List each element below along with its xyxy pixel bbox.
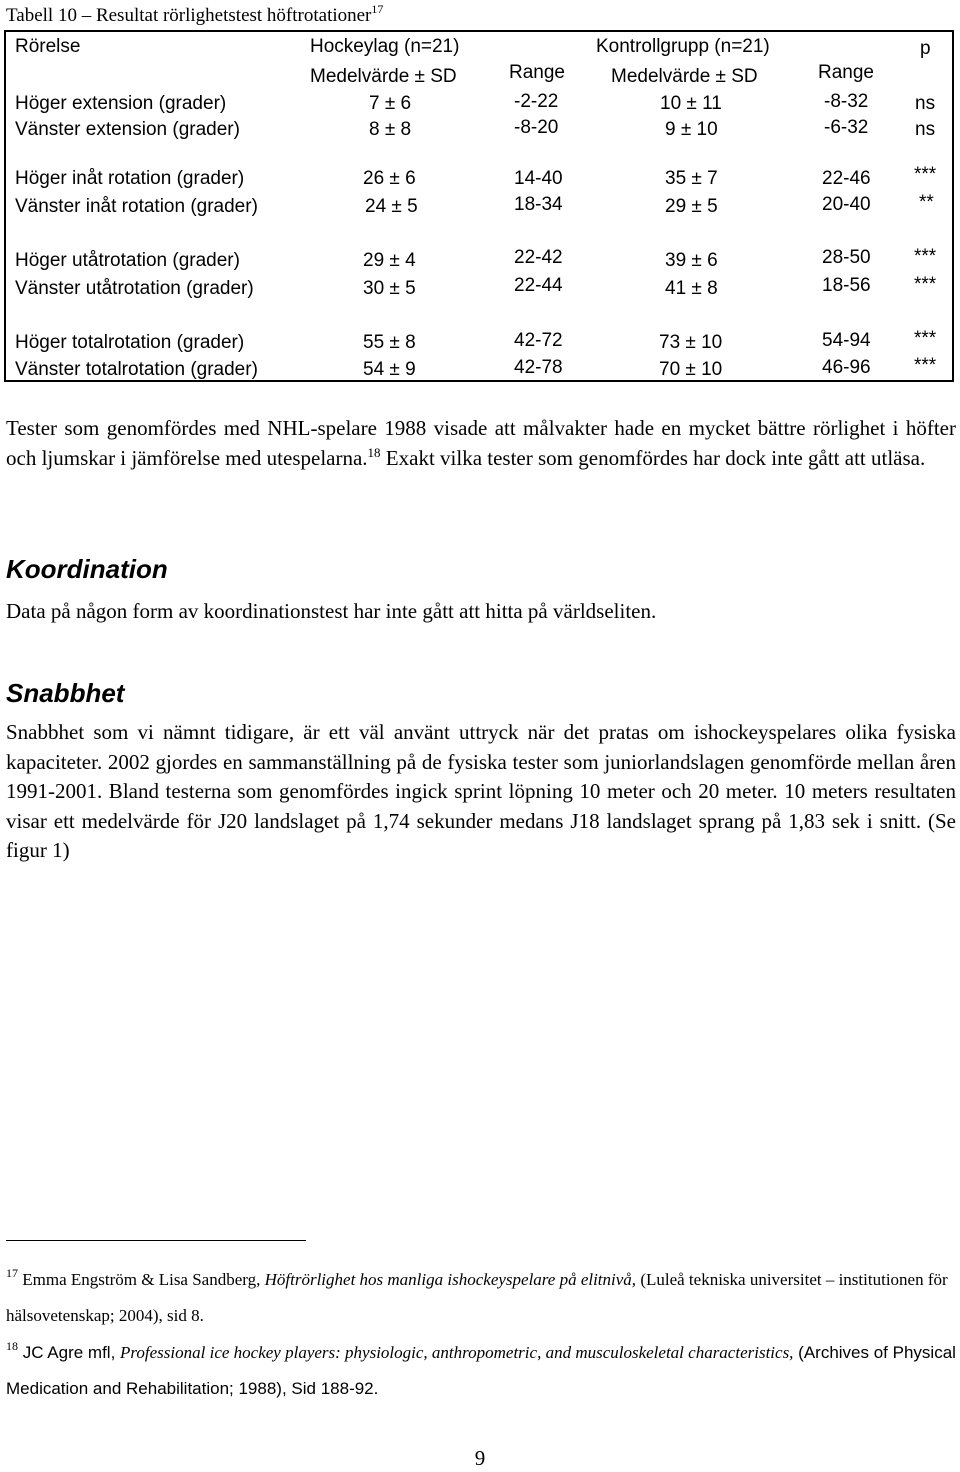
caption-text: Tabell 10 – Resultat rörlighetstest höftrotationer	[6, 5, 372, 26]
row-1-p: ns	[915, 93, 936, 114]
row-1-label: Höger extension (grader)	[15, 93, 227, 114]
row-8-kontroll-mean: 70 ± 10	[659, 359, 723, 380]
row-8-p: ***	[914, 355, 937, 376]
row-3-hockey-mean: 26 ± 6	[363, 168, 416, 189]
row-4-kontroll-mean: 29 ± 5	[665, 196, 718, 217]
row-6-hockey-range: 22-44	[514, 275, 563, 296]
row-4-kontroll-range: 20-40	[822, 194, 871, 215]
paragraph-nhl	[6, 414, 956, 473]
heading-snabbhet: Snabbhet	[6, 678, 125, 708]
subheader-kontroll-mean-sd: Medelvärde ± SD	[611, 66, 758, 87]
row-3-label: Höger inåt rotation (grader)	[15, 168, 245, 189]
footnote-17	[6, 1262, 956, 1334]
row-7-label: Höger totalrotation (grader)	[15, 332, 245, 353]
header-p: p	[920, 38, 931, 59]
row-7-hockey-mean: 55 ± 8	[363, 332, 416, 353]
footnote-18-authors: JC Agre mfl,	[18, 1343, 121, 1362]
row-4-hockey-mean: 24 ± 5	[365, 196, 418, 217]
footnote-17-number: 17	[6, 1266, 18, 1280]
caption-footnote-ref: 17	[371, 2, 384, 16]
row-2-kontroll-range: -6-32	[824, 117, 869, 138]
row-8-kontroll-range: 46-96	[822, 357, 871, 378]
row-6-kontroll-mean: 41 ± 8	[665, 278, 718, 299]
row-1-kontroll-range: -8-32	[824, 91, 869, 112]
row-2-kontroll-mean: 9 ± 10	[665, 119, 718, 140]
results-table	[4, 30, 954, 382]
row-6-kontroll-range: 18-56	[822, 275, 871, 296]
paragraph-snabbhet: Snabbhet som vi nämnt tidigare, är ett väl använt uttryck när det pratas om ishockeyspelares olika fysiska kapaciteter. 2002 gjordes en sammanställning på de fysiska tester som juniorlandslagen genomförde mellan åren 1991-2001. Bland testerna som genomfördes ingick sprint löpning 10 meter och 20 meter. 10 meters resultaten visar ett medelvärde för J20 landslaget på 1,74 sekunder medans J18 landslaget sprang på 1,83 sek i snitt. (Se figur 1)	[6, 720, 956, 862]
row-6-label: Vänster utåtrotation (grader)	[15, 278, 254, 299]
row-7-kontroll-range: 54-94	[822, 330, 871, 351]
row-5-kontroll-range: 28-50	[822, 247, 871, 268]
row-1-hockey-range: -2-22	[514, 91, 559, 112]
table-caption	[6, 4, 383, 28]
row-1-kontroll-mean: 10 ± 11	[660, 93, 722, 114]
row-8-hockey-mean: 54 ± 9	[363, 359, 416, 380]
paragraph-koordination: Data på någon form av koordinationstest har inte gått att hitta på världseliten.	[6, 599, 657, 623]
footnote-ref-18: 18	[367, 444, 381, 460]
row-4-label: Vänster inåt rotation (grader)	[15, 196, 258, 217]
row-3-hockey-range: 14-40	[514, 168, 563, 189]
row-5-hockey-mean: 29 ± 4	[363, 250, 416, 271]
row-8-label: Vänster totalrotation (grader)	[15, 359, 258, 380]
row-2-hockey-range: -8-20	[514, 117, 559, 138]
row-6-p: ***	[914, 274, 937, 295]
footnote-18-title: Professional ice hockey players: physiologic, anthropometric, and musculoskeletal characteristics,	[120, 1343, 794, 1362]
footnote-18-source: (Archives of Physical Medication and Rehabilitation; 1988), Sid 188-92.	[6, 1343, 956, 1398]
row-3-kontroll-mean: 35 ± 7	[665, 168, 718, 189]
row-7-kontroll-mean: 73 ± 10	[659, 332, 723, 353]
row-2-hockey-mean: 8 ± 8	[369, 119, 412, 140]
header-rorelse: Rörelse	[15, 36, 81, 57]
header-hockeylag: Hockeylag (n=21)	[310, 36, 460, 57]
footnote-17-title: Höftrörlighet hos manliga ishockeyspelare på elitnivå,	[264, 1270, 637, 1289]
heading-koordination: Koordination	[6, 554, 168, 584]
row-5-label: Höger utåtrotation (grader)	[15, 250, 240, 271]
row-7-p: ***	[914, 328, 937, 349]
subheader-hockey-range: Range	[509, 62, 565, 83]
row-4-p: **	[919, 192, 934, 213]
subheader-hockey-mean-sd: Medelvärde ± SD	[310, 66, 457, 87]
row-8-hockey-range: 42-78	[514, 357, 563, 378]
footnote-18-number: 18	[6, 1339, 18, 1353]
row-5-kontroll-mean: 39 ± 6	[665, 250, 718, 271]
subheader-kontroll-range: Range	[818, 62, 874, 83]
footnote-separator	[6, 1240, 306, 1241]
row-1-hockey-mean: 7 ± 6	[369, 93, 412, 114]
paragraph-nhl-part2: Exakt vilka tester som genomfördes har dock inte gått att utläsa.	[380, 445, 926, 470]
row-7-hockey-range: 42-72	[514, 330, 563, 351]
footnote-18	[6, 1335, 956, 1407]
row-5-hockey-range: 22-42	[514, 247, 563, 268]
row-2-label: Vänster extension (grader)	[15, 119, 240, 140]
page-number: 9	[474, 1446, 486, 1470]
paragraph-nhl-part1: Tester som genomfördes med NHL-spelare 1988 visade att målvakter hade en mycket bättre rörlighet i höfter och ljumskar i jämförelse med utespelarna.	[6, 416, 956, 470]
row-3-p: ***	[914, 164, 937, 185]
row-2-p: ns	[915, 119, 936, 140]
row-5-p: ***	[914, 246, 937, 267]
row-3-kontroll-range: 22-46	[822, 168, 871, 189]
footnote-17-authors: Emma Engström & Lisa Sandberg,	[18, 1270, 265, 1289]
row-4-hockey-range: 18-34	[514, 194, 563, 215]
header-kontrollgrupp: Kontrollgrupp (n=21)	[596, 36, 770, 57]
row-6-hockey-mean: 30 ± 5	[363, 278, 416, 299]
footnote-17-source: (Luleå tekniska universitet – institutionen för hälsovetenskap; 2004), sid 8.	[6, 1270, 948, 1325]
